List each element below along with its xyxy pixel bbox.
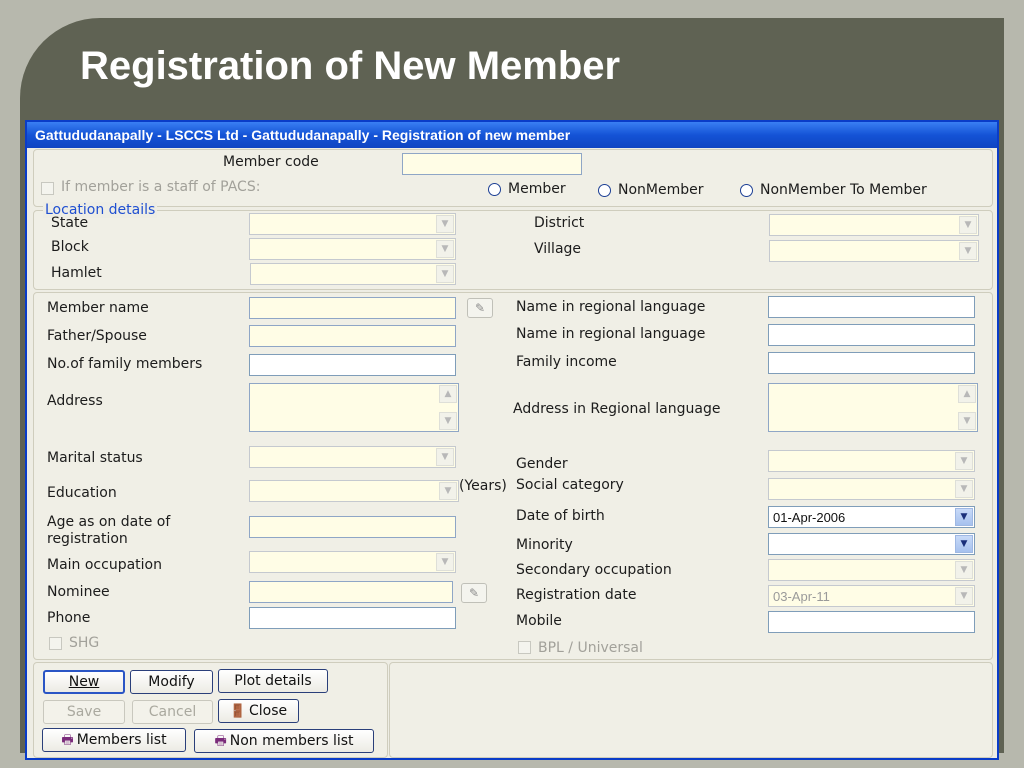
address-textarea[interactable] (249, 383, 459, 432)
state-label: State (51, 215, 89, 231)
slide-title: Registration of New Member (80, 44, 621, 88)
chevron-up-icon[interactable]: ▲ (439, 385, 457, 403)
members-list-button[interactable] (42, 728, 186, 752)
modify-button[interactable]: Modify (130, 670, 213, 694)
new-button[interactable]: New (43, 670, 125, 694)
marital-status-label: Marital status (47, 450, 143, 466)
family-income-input[interactable] (768, 352, 975, 374)
name-regional-1-input[interactable] (768, 296, 975, 318)
registration-window (25, 120, 999, 760)
members-list-label: Members list (76, 732, 167, 748)
chevron-down-icon[interactable]: ▼ (439, 482, 457, 500)
chevron-down-icon[interactable]: ▼ (955, 535, 973, 553)
non-members-list-button[interactable] (194, 729, 374, 753)
family-members-input[interactable] (249, 354, 456, 376)
minority-dropdown[interactable] (768, 533, 975, 555)
plot-details-button[interactable]: Plot details (218, 669, 328, 693)
nominee-label: Nominee (47, 584, 110, 600)
hamlet-dropdown[interactable] (250, 263, 456, 285)
non-members-list-label: Non members list (229, 733, 354, 749)
window-titlebar: Gattududanapally - LSCCS Ltd - Gattududanapally - Registration of new member (27, 122, 997, 148)
village-dropdown[interactable] (769, 240, 979, 262)
education-dropdown[interactable] (249, 480, 459, 502)
education-label: Education (47, 485, 117, 501)
secondary-occupation-label: Secondary occupation (516, 562, 672, 578)
save-button[interactable]: Save (43, 700, 125, 724)
chevron-down-icon[interactable]: ▼ (436, 553, 454, 571)
district-dropdown[interactable] (769, 214, 979, 236)
age-label-line2: registration (47, 531, 128, 547)
radio-nonmember-to-member-label: NonMember To Member (760, 182, 927, 198)
close-button[interactable] (218, 699, 299, 723)
chevron-down-icon[interactable]: ▼ (436, 448, 454, 466)
address-scrollbar[interactable] (439, 385, 457, 430)
radio-nonmember-to-member[interactable] (740, 184, 753, 197)
address-regional-textarea[interactable] (768, 383, 978, 432)
name-regional-2-input[interactable] (768, 324, 975, 346)
radio-member[interactable] (488, 183, 501, 196)
gender-dropdown[interactable] (768, 450, 975, 472)
address-regional-label: Address in Regional language (513, 401, 721, 417)
exit-door-icon: 🚪 (229, 704, 247, 719)
age-label (47, 514, 170, 548)
bpl-label: BPL / Universal (538, 640, 643, 656)
staff-checkbox-label: If member is a staff of PACS: (61, 179, 261, 195)
member-code-input[interactable] (402, 153, 582, 175)
gender-label: Gender (516, 456, 568, 472)
dob-picker[interactable] (768, 506, 975, 528)
radio-nonmember[interactable] (598, 184, 611, 197)
cancel-button[interactable]: Cancel (132, 700, 213, 724)
chevron-down-icon[interactable]: ▼ (436, 240, 454, 258)
chevron-down-icon[interactable]: ▼ (959, 216, 977, 234)
bottom-right-panel (389, 662, 993, 758)
father-spouse-input[interactable] (249, 325, 456, 347)
main-occupation-label: Main occupation (47, 557, 162, 573)
chevron-down-icon[interactable]: ▼ (436, 215, 454, 233)
printer-icon: 🖶 (61, 733, 74, 748)
chevron-down-icon[interactable]: ▼ (436, 265, 454, 283)
bpl-checkbox[interactable] (518, 641, 531, 654)
chevron-down-icon[interactable]: ▼ (439, 412, 457, 430)
main-occupation-dropdown[interactable] (249, 551, 456, 573)
dob-value: 01-Apr-2006 (773, 510, 846, 525)
secondary-occupation-dropdown[interactable] (768, 559, 975, 581)
block-dropdown[interactable] (249, 238, 456, 260)
chevron-up-icon[interactable]: ▲ (958, 385, 976, 403)
dob-label: Date of birth (516, 508, 605, 524)
village-label: Village (534, 241, 582, 257)
nominee-input[interactable] (249, 581, 453, 603)
father-spouse-label: Father/Spouse (47, 328, 147, 344)
chevron-down-icon[interactable]: ▼ (958, 412, 976, 430)
age-label-line1: Age as on date of (47, 514, 171, 530)
marital-status-dropdown[interactable] (249, 446, 456, 468)
member-name-lookup-button[interactable]: ✎ (467, 298, 493, 318)
name-regional-1-label: Name in regional language (516, 299, 706, 315)
district-label: District (534, 215, 585, 231)
family-members-label: No.of family members (47, 356, 203, 372)
social-category-dropdown[interactable] (768, 478, 975, 500)
mobile-input[interactable] (768, 611, 975, 633)
address-regional-scrollbar[interactable] (958, 385, 976, 430)
hamlet-label: Hamlet (51, 265, 102, 281)
staff-checkbox[interactable] (41, 182, 54, 195)
member-name-label: Member name (47, 300, 149, 316)
member-code-label: Member code (223, 154, 319, 170)
close-button-label: Close (249, 703, 288, 719)
chevron-down-icon[interactable]: ▼ (955, 587, 973, 605)
registration-date-value: 03-Apr-11 (773, 589, 830, 604)
family-income-label: Family income (516, 354, 617, 370)
phone-input[interactable] (249, 607, 456, 629)
address-label: Address (47, 393, 103, 409)
printer-icon: 🖶 (214, 734, 227, 749)
state-dropdown[interactable] (249, 213, 456, 235)
chevron-down-icon[interactable]: ▼ (959, 242, 977, 260)
location-group-label: Location details (45, 202, 156, 218)
shg-label: SHG (69, 635, 100, 651)
registration-date-picker[interactable] (768, 585, 975, 607)
chevron-down-icon[interactable]: ▼ (955, 561, 973, 579)
name-regional-2-label: Name in regional language (516, 326, 706, 342)
minority-label: Minority (516, 537, 573, 553)
registration-date-label: Registration date (516, 587, 637, 603)
block-label: Block (51, 239, 89, 255)
mobile-label: Mobile (516, 613, 562, 629)
shg-checkbox[interactable] (49, 637, 62, 650)
radio-member-label: Member (508, 181, 566, 197)
member-name-input[interactable] (249, 297, 456, 319)
phone-label: Phone (47, 610, 91, 626)
nominee-lookup-button[interactable]: ✎ (461, 583, 487, 603)
chevron-down-icon[interactable]: ▼ (955, 508, 973, 526)
chevron-down-icon[interactable]: ▼ (955, 480, 973, 498)
radio-nonmember-label: NonMember (618, 182, 704, 198)
age-input[interactable] (249, 516, 456, 538)
social-category-label: Social category (516, 477, 624, 493)
years-label: (Years) (459, 478, 507, 494)
chevron-down-icon[interactable]: ▼ (955, 452, 973, 470)
